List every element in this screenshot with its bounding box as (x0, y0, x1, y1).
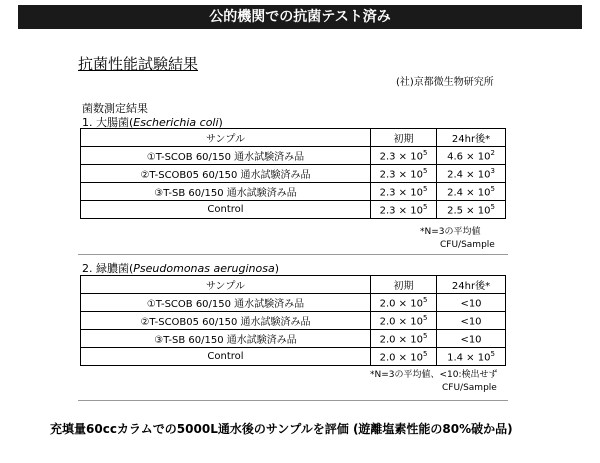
col-sample: サンプル (81, 129, 371, 147)
table-row (81, 201, 506, 219)
initial-cell: $2.0 \times 10^5$ (371, 294, 437, 312)
section-divider (78, 254, 508, 255)
lab-name: (社)京都微生物研究所 (396, 77, 494, 88)
after-cell: $2.4 \times 10^3$ (437, 165, 506, 183)
sample-cell: ①T-SCOB 60/150 通水試験済み品 (81, 294, 371, 312)
sample-cell: ②T-SCOB05 60/150 通水試験済み品 (81, 312, 371, 330)
table-header-row (81, 129, 506, 147)
sample-cell: ③T-SB 60/150 通水試験済み品 (81, 183, 371, 201)
table-row (81, 312, 506, 330)
sample-cell: ②T-SCOB05 60/150 通水試験済み品 (81, 165, 371, 183)
test2-organism: Pseudomonas aeruginosa (133, 262, 275, 275)
footer-note: 充填量60ccカラムでの5000L通水後のサンプルを評価 (遊離塩素性能の80%破か品) (50, 422, 513, 436)
col-initial: 初期 (371, 276, 437, 294)
test1-unit: CFU/Sample (440, 240, 495, 250)
table-row (81, 330, 506, 348)
section-divider (78, 400, 508, 401)
col-initial: 初期 (371, 129, 437, 147)
after-cell: <10 (437, 294, 506, 312)
table-row (81, 183, 506, 201)
after-cell: $2.4 \times 10^5$ (437, 183, 506, 201)
test1-table (80, 128, 506, 219)
after-cell: <10 (437, 330, 506, 348)
table-row (81, 147, 506, 165)
sample-cell: Control (81, 348, 371, 366)
test2-unit: CFU/Sample (442, 383, 497, 393)
after-cell: $2.5 \times 10^5$ (437, 201, 506, 219)
table-row (81, 348, 506, 366)
initial-cell: $2.3 \times 10^5$ (371, 183, 437, 201)
sample-cell: ①T-SCOB 60/150 通水試験済み品 (81, 147, 371, 165)
table-header-row (81, 276, 506, 294)
table-row (81, 165, 506, 183)
initial-cell: $2.3 \times 10^5$ (371, 147, 437, 165)
initial-cell: $2.3 \times 10^5$ (371, 201, 437, 219)
after-cell: $4.6 \times 10^2$ (437, 147, 506, 165)
initial-cell: $2.0 \times 10^5$ (371, 312, 437, 330)
sample-cell: ③T-SB 60/150 通水試験済み品 (81, 330, 371, 348)
initial-cell: $2.0 \times 10^5$ (371, 348, 437, 366)
test1-organism: Escherichia coli (133, 116, 219, 129)
table-row (81, 294, 506, 312)
test2-table (80, 275, 506, 366)
initial-cell: $2.3 \times 10^5$ (371, 165, 437, 183)
page-header (18, 5, 582, 29)
test2-note: *N=3の平均値、<10:検出せず (370, 370, 498, 380)
col-after: 24hr後* (437, 276, 506, 294)
header-title: 公的機関での抗菌テスト済み (209, 9, 391, 25)
col-sample: サンプル (81, 276, 371, 294)
initial-cell: $2.0 \times 10^5$ (371, 330, 437, 348)
sample-cell: Control (81, 201, 371, 219)
section-title: 菌数測定結果 (82, 102, 148, 115)
test2-title: 2. 緑膿菌(Pseudomonas aeruginosa) (82, 262, 280, 275)
test1-note: *N=3の平均値 (420, 227, 481, 237)
col-after: 24hr後* (437, 129, 506, 147)
after-cell: <10 (437, 312, 506, 330)
test1-title: 1. 大腸菌(Escherichia coli) (82, 116, 223, 129)
after-cell: $1.4 \times 10^5$ (437, 348, 506, 366)
document-title: 抗菌性能試験結果 (78, 55, 199, 73)
